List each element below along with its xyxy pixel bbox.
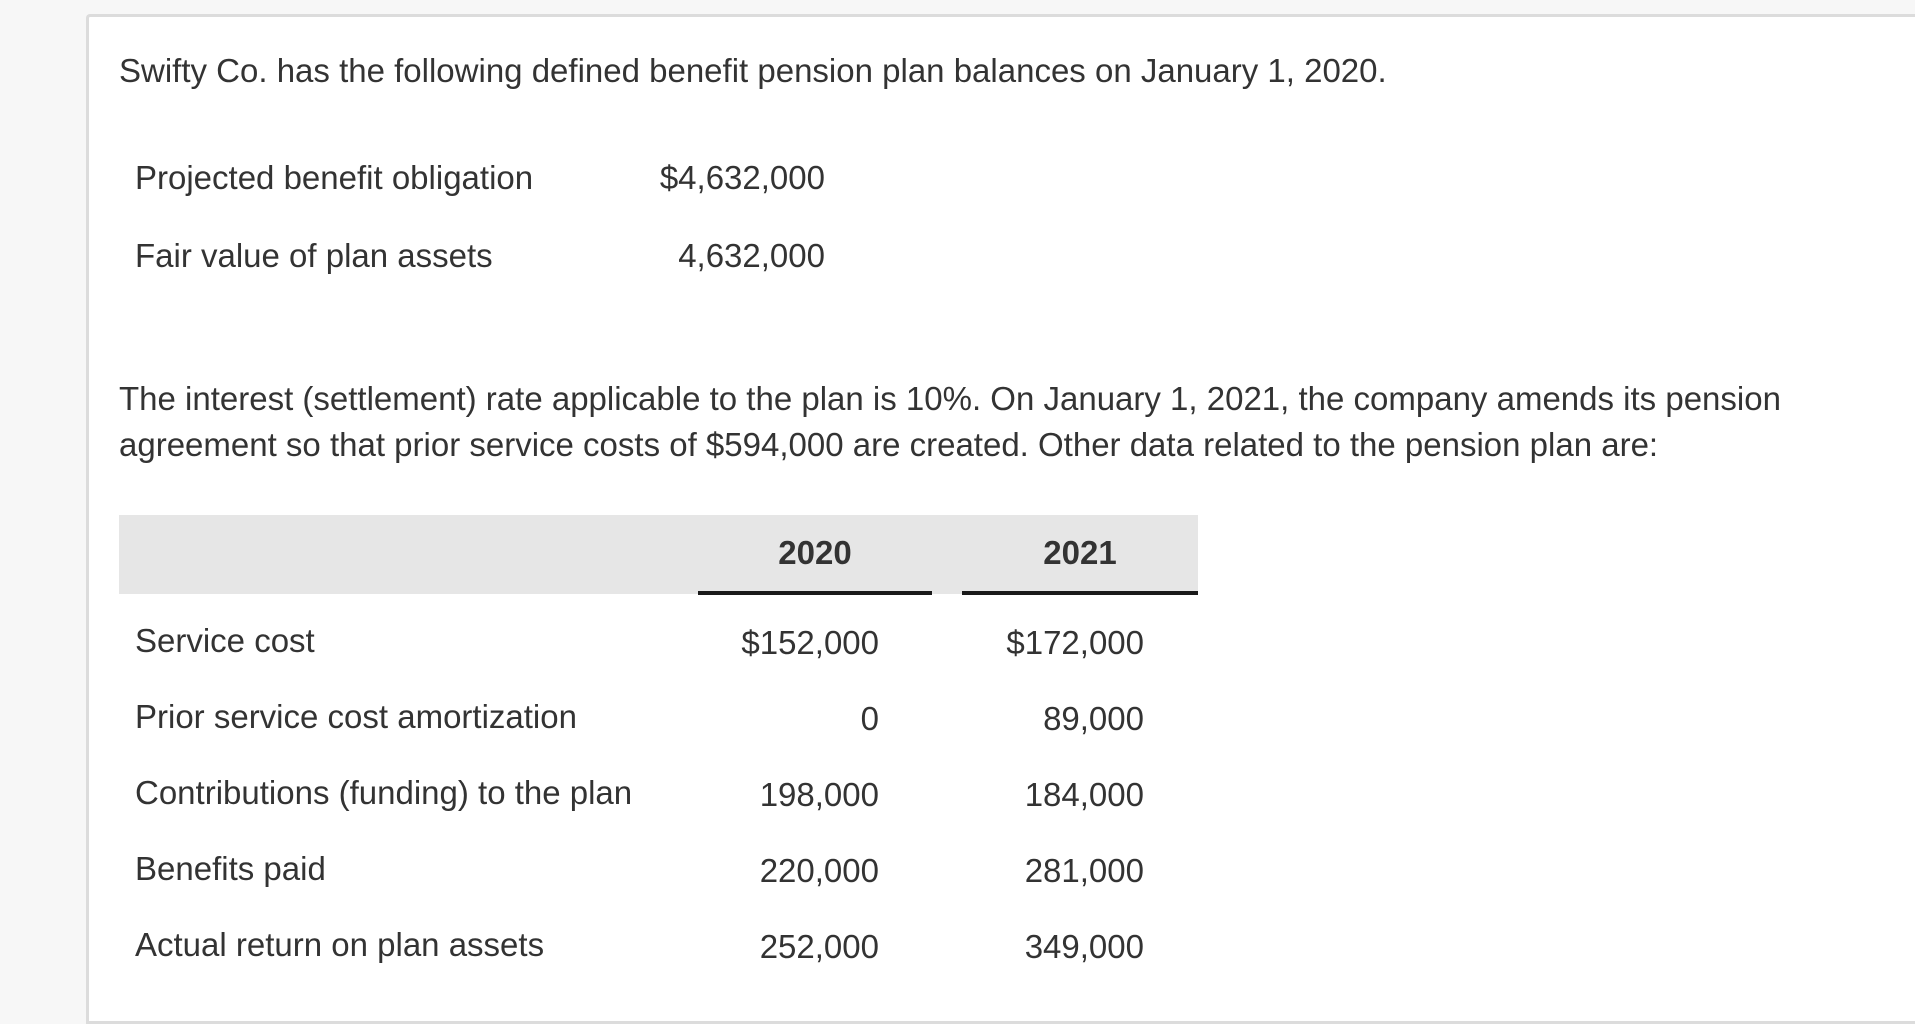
table-row	[119, 909, 1198, 985]
column-header-2020: 2020	[698, 515, 932, 595]
cell-2021: 281,000	[1024, 852, 1144, 889]
cell-2021: 349,000	[1024, 928, 1144, 965]
cell-2020: 220,000	[759, 852, 879, 889]
table-row	[119, 833, 1198, 909]
balance-label: Fair value of plan assets	[135, 237, 493, 274]
plan-description: The interest (settlement) rate applicable to the plan is 10%. On January 1, 2021, the company amends its pension agreement so that prior service costs of $594,000 are created. Other data related to the pension plan are:	[119, 380, 1781, 463]
row-label: Contributions (funding) to the plan	[135, 774, 633, 811]
cell-2021: $172,000	[1006, 624, 1144, 661]
balance-value: $4,632,000	[659, 159, 825, 196]
intro-text: Swifty Co. has the following defined benefit pension plan balances on January 1, 2020.	[119, 52, 1387, 89]
cell-2020: $152,000	[741, 624, 879, 661]
cell-2020: 198,000	[759, 776, 879, 813]
table-row	[119, 757, 1198, 833]
balance-label: Projected benefit obligation	[135, 159, 534, 196]
row-label: Service cost	[135, 622, 315, 659]
table-row	[119, 681, 1198, 757]
table-row	[119, 605, 1198, 681]
question-card	[86, 14, 1915, 1024]
row-label: Benefits paid	[135, 850, 326, 887]
column-header-2021: 2021	[962, 515, 1198, 595]
cell-2021: 184,000	[1024, 776, 1144, 813]
cell-2021: 89,000	[1043, 700, 1144, 737]
cell-2020: 0	[860, 700, 879, 737]
cell-2020: 252,000	[759, 928, 879, 965]
balance-value: 4,632,000	[678, 237, 825, 274]
row-label: Actual return on plan assets	[135, 926, 545, 963]
row-label: Prior service cost amortization	[135, 698, 577, 735]
